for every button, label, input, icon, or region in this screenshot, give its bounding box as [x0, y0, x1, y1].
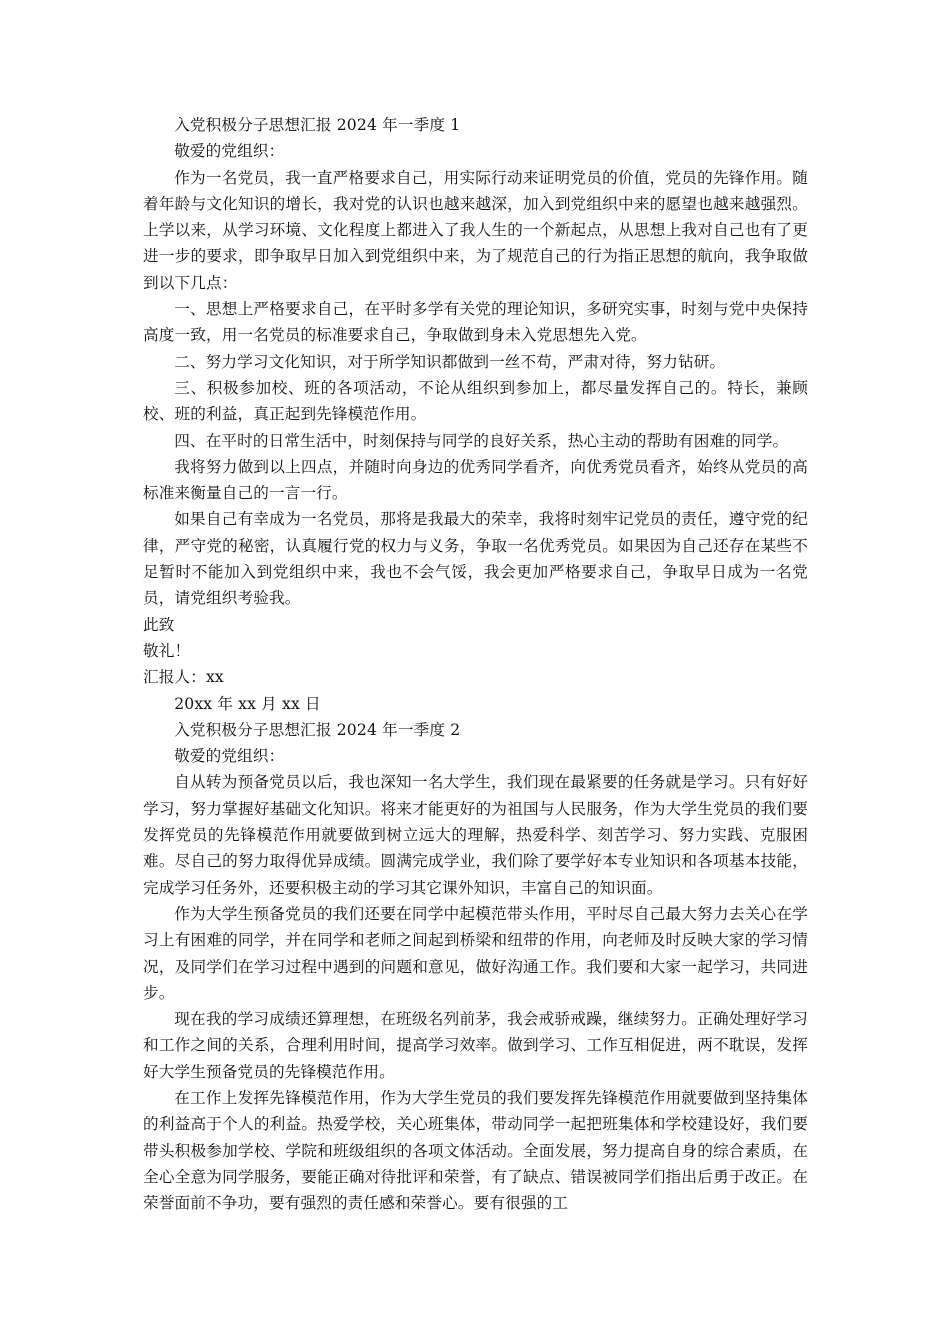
date-line: 20xx 年 xx 月 xx 日	[174, 694, 321, 713]
closing-line: 此致	[143, 615, 175, 634]
paragraph: 作为大学生预备党员的我们还要在同学中起模范带头作用，平时尽自己最大努力去关心在学习上有困难的同学，并在同学和老师之间起到桥梁和纽带的作用，向老师及时反映大家的学习情况，及同学们在学习过程中遇到的问题和意见，做好沟通工作。我们要和大家一起学习，共同进步。	[143, 904, 808, 1002]
reporter-line: 汇报人：xx	[143, 668, 224, 687]
paragraph: 现在我的学习成绩还算理想，在班级名列前茅，我会戒骄戒躁，继续努力。正确处理好学习和工作之间的关系，合理利用时间，提高学习效率。做到学习、工作互相促进，两不耽误，发挥好大学生预备党员的先锋模范作用。	[143, 1010, 808, 1081]
paragraph: 作为一名党员，我一直严格要求自己，用实际行动来证明党员的价值，党员的先锋作用。随着年龄与文化知识的增长，我对党的认识也越来越深，加入到党组织中来的愿望也越来越强烈。上学以来，从学习环境、文化程度上都进入了我人生的一个新起点，从思想上我对自己也有了更进一步的要求，即争取早日加入到党组织中来，为了规范自己的行为指正思想的航向，我争取做到以下几点：	[143, 168, 808, 292]
paragraph: 一、思想上严格要求自己，在平时多学有关党的理论知识，多研究实事，时刻与党中央保持高度一致，用一名党员的标准要求自己，争取做到身未入党思想先入党。	[143, 300, 808, 345]
closing-line: 敬礼！	[143, 641, 191, 660]
report-title: 入党积极分子思想汇报 2024 年一季度 1	[174, 116, 461, 134]
paragraph: 我将努力做到以上四点，并随时向身边的优秀同学看齐，向优秀党员看齐，始终从党员的高标准来衡量自己的一言一行。	[143, 457, 808, 503]
paragraph: 自从转为预备党员以后，我也深知一名大学生，我们现在最紧要的任务就是学习。只有好好学习，努力掌握好基础文化知识。将来才能更好的为祖国与人民服务，作为大学生党员的我们要发挥党员的先锋模范作用就要做到树立远大的理解，热爱科学、刻苦学习、努力实践、克服困难。尽自己的努力取得优异成绩。圆满完成学业，我们除了要学好本专业知识和各项基本技能，完成学习任务外，还要积极主动的学习其它课外知识，丰富自己的知识面。	[143, 773, 808, 897]
document-body	[143, 112, 808, 1216]
paragraph: 四、在平时的日常生活中，时刻保持与同学的良好关系，热心主动的帮助有困难的同学。	[174, 431, 789, 450]
salutation: 敬爱的党组织：	[174, 747, 285, 766]
report-title: 入党积极分子思想汇报 2024 年一季度 2	[174, 720, 461, 739]
paragraph: 在工作上发挥先锋模范作用，作为大学生党员的我们要发挥先锋模范作用就要做到坚持集体的利益高于个人的利益。热爱学校，关心班集体，带动同学一起把班集体和学校建设好，我们要带头积极参加学校、学院和班级组织的各项文体活动。全面发展，努力提高自身的综合素质，在全心全意为同学服务，要能正确对待批评和荣誉，有了缺点、错误被同学们指出后勇于改正。在荣誉面前不争功，要有强烈的责任感和荣誉心。要有很强的工	[143, 1088, 808, 1213]
paragraph: 三、积极参加校、班的各项活动，不论从组织到参加上，都尽量发挥自己的。特长，兼顾校、班的利益，真正起到先锋模范作用。	[143, 378, 808, 424]
paragraph: 如果自己有幸成为一名党员，那将是我最大的荣幸，我将时刻牢记党员的责任，遵守党的纪律，严守党的秘密，认真履行党的权力与义务，争取一名优秀党员。如果因为自己还存在某些不足暂时不能加入到党组织中来，我也不会气馁，我会更加严格要求自己，争取早日成为一名党员，请党组织考验我。	[143, 510, 808, 608]
paragraph: 二、努力学习文化知识，对于所学知识都做到一丝不苟，严肃对待，努力钻研。	[174, 352, 726, 371]
salutation: 敬爱的党组织：	[174, 142, 285, 161]
